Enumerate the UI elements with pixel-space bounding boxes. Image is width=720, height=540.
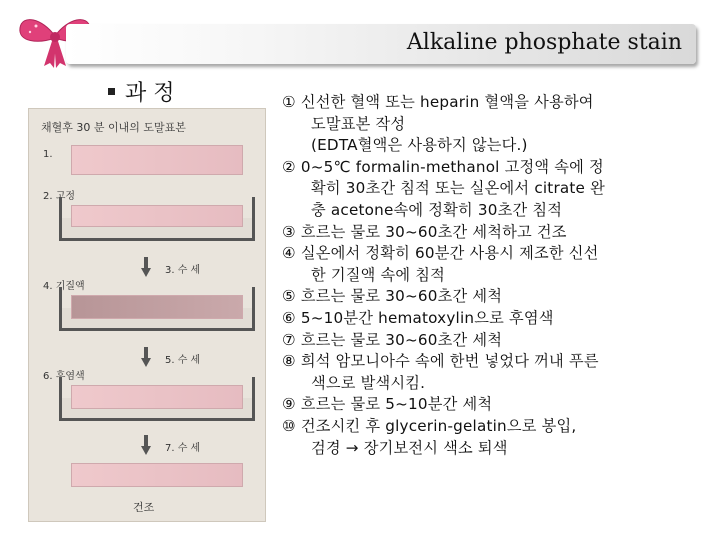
figure-step-label: 7. 수 세 [165,443,201,454]
step-line: ⑦ 흐르는 물로 30~60초간 세척 [282,330,503,349]
figure-step-label: 4. 기질액 [43,281,85,292]
down-arrow-icon [141,257,151,277]
procedure-figure [28,108,266,522]
figure-heading: 채혈후 30 분 이내의 도말표본 [41,121,186,134]
step-line: ③ 흐르는 물로 30~60초간 세척하고 건조 [282,222,567,241]
figure-step-label: 3. 수 세 [165,265,201,276]
step-line: ② 0~5℃ formalin-methanol 고정액 속에 정 [282,157,604,176]
figure-step-label: 5. 수 세 [165,355,201,366]
page-title: Alkaline phosphate stain [406,30,682,55]
step-line: 색으로 발색시킴. [311,373,426,392]
step-line: ⑤ 흐르는 물로 30~60초간 세척 [282,287,503,306]
figure-bottom-label: 건조 [133,501,155,514]
procedure-steps [282,92,712,459]
step-line: 확히 30초간 침적 또는 실온에서 citrate 완 [311,179,605,198]
slide-image [71,145,243,175]
step-line: ⑨ 흐르는 물로 5~10분간 세척 [282,395,493,414]
step-line: ① 신선한 혈액 또는 heparin 혈액을 사용하여 [282,93,594,111]
step-line: ⑥ 5~10분간 hematoxylin으로 후염색 [282,308,554,327]
down-arrow-icon [141,435,151,455]
bullet-icon [108,88,115,95]
step-line: 충 acetone속에 정확히 30초간 침적 [311,200,563,219]
down-arrow-icon [141,347,151,367]
step-line: 검경 → 장기보전시 색소 퇴색 [311,438,508,457]
step-line: ⑧ 희석 암모니아수 속에 한번 넣었다 꺼내 푸른 [282,352,599,371]
figure-step-label: 6. 후염색 [43,371,85,382]
section-label [108,76,175,107]
slide-image [71,385,243,409]
step-line: 한 기질액 속에 침적 [311,265,446,284]
step-line: ⑩ 건조시킨 후 glycerin-gelatin으로 봉입, [282,416,577,435]
step-line: 도말표본 작성 [311,114,406,133]
slide-image [71,295,243,319]
section-label-text: 과 정 [125,81,175,106]
step-line: (EDTA혈액은 사용하지 않는다.) [311,136,528,155]
title-bar [66,24,696,64]
step-line: ④ 실온에서 정확히 60분간 사용시 제조한 신선 [282,244,599,263]
figure-step-label: 2. 고정 [43,191,76,202]
slide-image [71,463,243,487]
slide-image [71,205,243,227]
figure-step-label: 1. [43,149,53,160]
